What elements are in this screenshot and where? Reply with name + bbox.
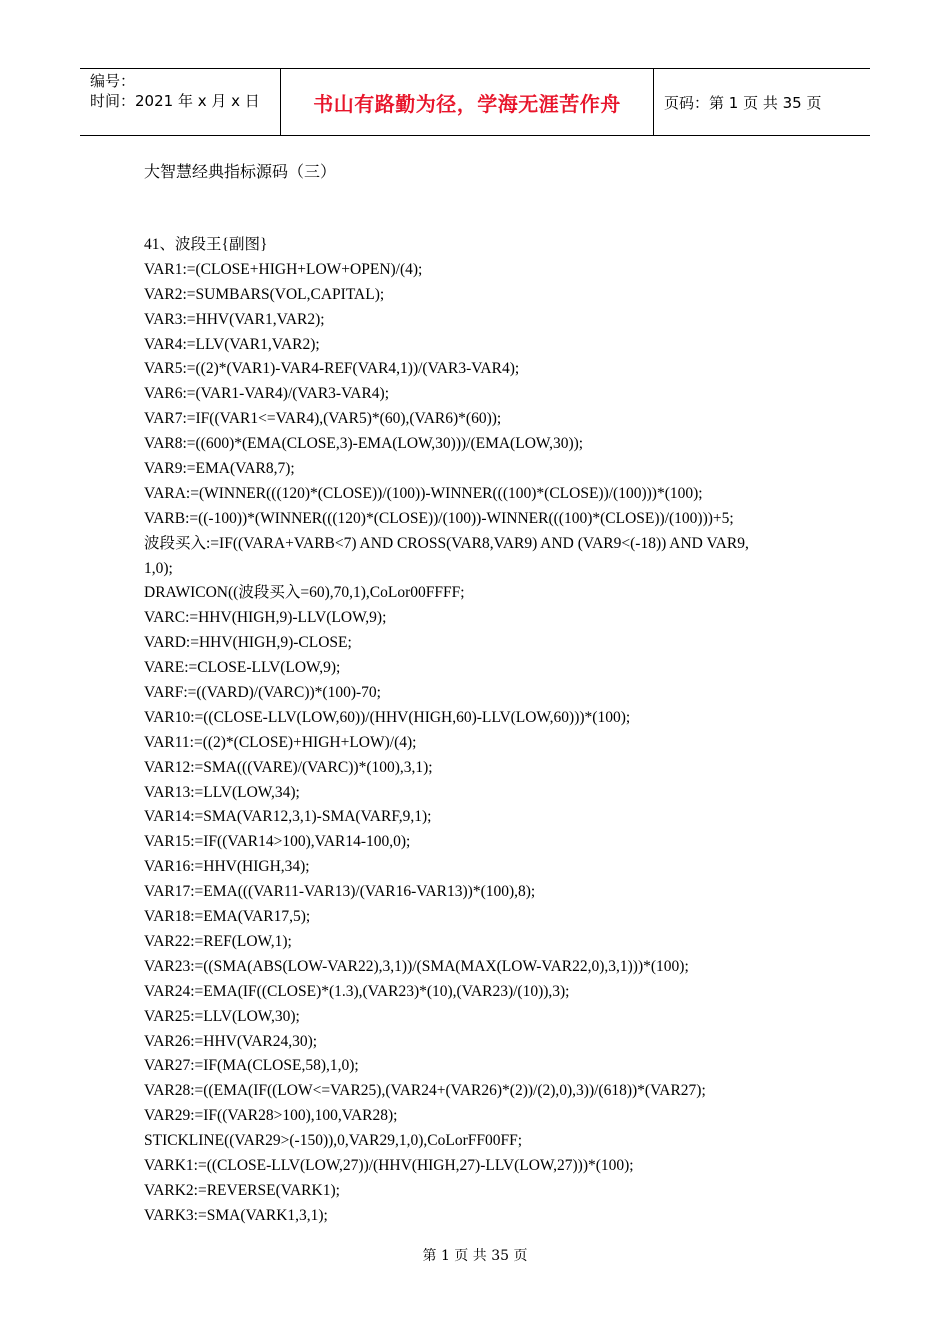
code-line: VAR17:=EMA(((VAR11-VAR13)/(VAR16-VAR13))*(100),8); <box>144 883 536 901</box>
code-line: VAR26:=HHV(VAR24,30); <box>144 1032 318 1050</box>
code-line: VARK2:=REVERSE(VARK1); <box>144 1181 340 1199</box>
indicator-source-code <box>144 233 824 1229</box>
section-heading: 41、波段王{副图} <box>144 236 268 253</box>
code-line: VAR10:=((CLOSE-LLV(LOW,60))/(HHV(HIGH,60)-LLV(LOW,60)))*(100); <box>144 708 631 726</box>
code-line: VAR23:=((SMA(ABS(LOW-VAR22),3,1))/(SMA(MAX(LOW-VAR22,0),3,1)))*(100); <box>144 957 689 975</box>
code-line: VARB:=((-100))*(WINNER(((120)*(CLOSE))/(100))-WINNER(((100)*(CLOSE))/(100)))+5; <box>144 509 734 527</box>
code-line: VARF:=((VARD)/(VARC))*(100)-70; <box>144 684 381 702</box>
code-line: VAR6:=(VAR1-VAR4)/(VAR3-VAR4); <box>144 385 390 403</box>
code-line: STICKLINE((VAR29>(-150)),0,VAR29,1,0),CoLorFF00FF; <box>144 1132 523 1150</box>
code-line: 波段买入:=IF((VARA+VARB<7) AND CROSS(VAR8,VAR9) AND (VAR9<(-18)) AND VAR9, <box>144 534 749 552</box>
code-line: VAR13:=LLV(LOW,34); <box>144 783 300 801</box>
code-line: VAR15:=IF((VAR14>100),VAR14-100,0); <box>144 833 411 851</box>
code-line: VAR1:=(CLOSE+HIGH+LOW+OPEN)/(4); <box>144 260 423 278</box>
code-line: VARE:=CLOSE-LLV(LOW,9); <box>144 659 341 677</box>
code-line: VAR9:=EMA(VAR8,7); <box>144 460 295 478</box>
code-line: VAR18:=EMA(VAR17,5); <box>144 908 311 926</box>
code-line: VAR5:=((2)*(VAR1)-VAR4-REF(VAR4,1))/(VAR3-VAR4); <box>144 360 520 378</box>
document-header <box>80 68 870 136</box>
code-line: VARK1:=((CLOSE-LLV(LOW,27))/(HHV(HIGH,27)-LLV(LOW,27)))*(100); <box>144 1156 634 1174</box>
code-line: VAR2:=SUMBARS(VOL,CAPITAL); <box>144 285 385 303</box>
motto-text: 书山有路勤为径，学海无涯苦作舟 <box>313 91 621 116</box>
code-line: VAR12:=SMA(((VARE)/(VARC))*(100),3,1); <box>144 758 433 776</box>
code-line: VAR11:=((2)*(CLOSE)+HIGH+LOW)/(4); <box>144 733 417 751</box>
code-line: VAR29:=IF((VAR28>100),100,VAR28); <box>144 1107 398 1125</box>
page-footer: 第 1 页 共 35 页 <box>422 1248 528 1264</box>
page-info: 页码：第 1 页 共 35 页 <box>664 93 822 112</box>
code-line: 1,0); <box>144 559 173 577</box>
code-line: VAR8:=((600)*(EMA(CLOSE,3)-EMA(LOW,30)))/(EMA(LOW,30)); <box>144 435 584 453</box>
serial-label: 编号： <box>90 72 136 90</box>
code-line: VAR7:=IF((VAR1<=VAR4),(VAR5)*(60),(VAR6)*(60)); <box>144 410 502 428</box>
code-line: VAR3:=HHV(VAR1,VAR2); <box>144 310 325 328</box>
code-line: VAR22:=REF(LOW,1); <box>144 932 292 950</box>
header-motto-cell <box>281 69 654 135</box>
code-line: VAR25:=LLV(LOW,30); <box>144 1007 300 1025</box>
code-line: VAR14:=SMA(VAR12,3,1)-SMA(VARF,9,1); <box>144 808 432 826</box>
header-meta-cell <box>80 69 281 135</box>
code-line: VAR16:=HHV(HIGH,34); <box>144 858 310 876</box>
code-line: VARK3:=SMA(VARK1,3,1); <box>144 1206 328 1224</box>
time-label: 时间：2021 年 x 月 x 日 <box>90 92 260 110</box>
document-title: 大智慧经典指标源码（三） <box>144 162 337 181</box>
code-line: DRAWICON((波段买入=60),70,1),CoLor00FFFF; <box>144 584 465 602</box>
code-line: VAR4:=LLV(VAR1,VAR2); <box>144 335 320 353</box>
header-page-cell <box>654 69 870 135</box>
code-line: VARC:=HHV(HIGH,9)-LLV(LOW,9); <box>144 609 387 627</box>
code-line: VAR24:=EMA(IF((CLOSE)*(1.3),(VAR23)*(10),(VAR23)/(10)),3); <box>144 982 570 1000</box>
code-line: VAR28:=((EMA(IF((LOW<=VAR25),(VAR24+(VAR26)*(2))/(2),0),3))/(618))*(VAR27); <box>144 1082 706 1100</box>
code-line: VARA:=(WINNER(((120)*(CLOSE))/(100))-WINNER(((100)*(CLOSE))/(100)))*(100); <box>144 484 703 502</box>
code-line: VAR27:=IF(MA(CLOSE,58),1,0); <box>144 1057 359 1075</box>
code-line: VARD:=HHV(HIGH,9)-CLOSE; <box>144 634 352 652</box>
